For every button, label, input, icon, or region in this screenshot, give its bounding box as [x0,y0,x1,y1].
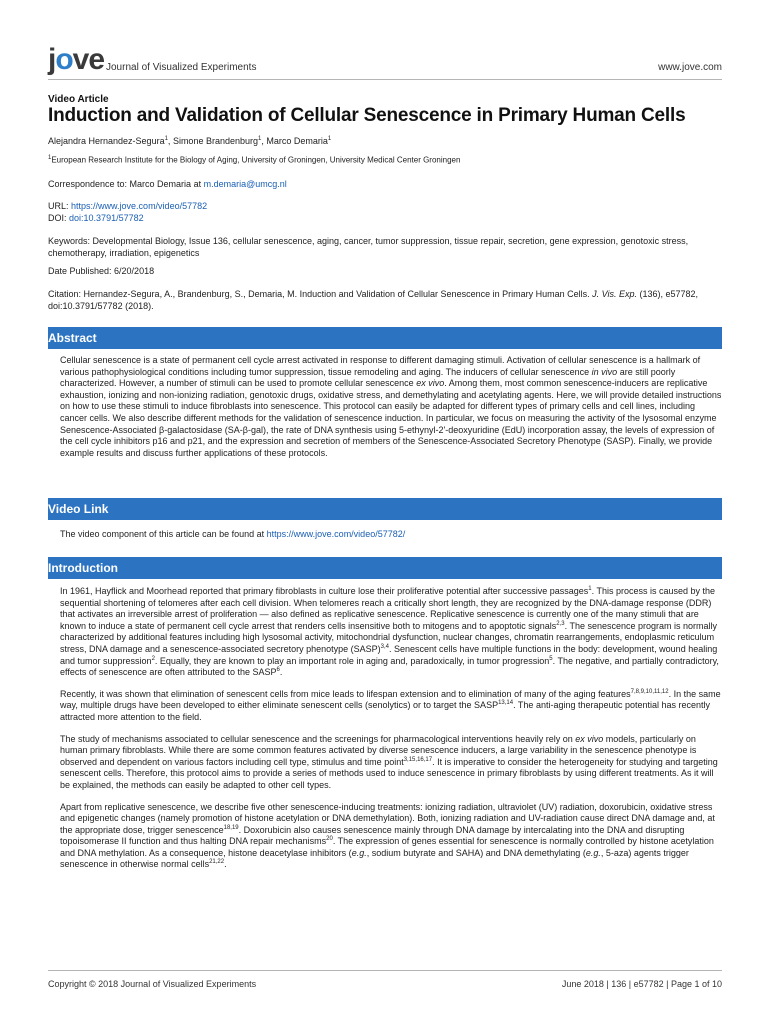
reference-sup[interactable]: 1 [588,586,592,592]
video-link-text: The video component of this article can be found at [60,529,265,539]
italic-text: e.g. [351,847,367,858]
text-run: . The expression of genes essential for senescence is normally controlled by histone acetylation and DNA methylation. As a consequence, histone deacetylase inhibitors ( [60,836,714,858]
copyright: Copyright © 2018 Journal of Visualized Experiments [48,979,257,989]
text-run: . Senescent cells have multiple functions in the body: development, wound healing and tumor suppression [60,643,718,666]
article-title: Induction and Validation of Cellular Senescence in Primary Human Cells [48,105,686,126]
text-run: . This process is caused by the sequential shortening of telomeres after each cell division. When telomeres reach a critically short length, they are recognized by the DNA-damage response (DDR) that activates an irreversible arrest of proliferation — also defined as replicative senescence. Replicative senescence is currently one of the many stimuli that are known to induce a state of permanent cell cycle arrest that renders cells insensitive both to mitogens and to apoptotic signals [60,586,716,631]
reference-sup[interactable]: 3,4 [380,643,390,650]
italic-text: ex vivo [575,733,604,744]
email-link[interactable]: m.demaria@umcg.nl [203,179,287,189]
doi-label: DOI: [48,213,67,223]
correspondence [48,179,287,191]
reference-sup[interactable]: 5 [549,655,553,662]
text-run: . Equally, they are known to play an important role in aging and, paradoxically, in tumor progression [154,655,550,666]
aff-marker: 1 [48,155,52,161]
abstract-header [48,327,722,349]
text-run: In 1961, Hayflick and Moorhead reported that primary fibroblasts in culture lose their proliferative potential after successive passages [60,586,589,596]
aff-marker: 1 [164,136,168,142]
reference-sup[interactable]: 2,3 [556,620,565,627]
abstract-text: are still poorly characterized. However, a number of stimuli can be used to promote cellular senescence [60,366,676,389]
text-run: . [224,859,227,870]
abstract-text: Cellular senescence is a state of permanent cell cycle arrest activated in response to different damaging stimuli. Activation of cellular senescence is a hallmark of various pathophysiological conditions including tumor suppression, tissue remodeling and aging. The inducers of cellular senescence [60,355,701,377]
keywords: Keywords: Developmental Biology, Issue 136, cellular senescence, aging, cancer, tumor suppression, tissue repair, secretion, gene expression, genotoxic stress, chemotherapy, irradiation, epigenetics [48,236,689,258]
affiliation [48,153,460,166]
logo-o-icon: o [55,43,73,76]
date-published: Date Published: 6/20/2018 [48,266,155,276]
abstract-body [60,355,722,469]
text-run: . It is imperative to consider the heterogeneity for studying and targeting senescent cells. Therefore, this protocol aims to provide a series of methods used to induce senescence in primary fibroblasts by using different treatments. As it will be explained, the methods can easily be adapted to other cell types. [60,756,718,790]
journal-header [48,45,722,80]
text-run: . The negative, and partially contradictory, effects of senescence are often attributed to the SASP [60,655,719,678]
video-link-header [48,498,722,520]
abstract-italic: ex vivo [416,378,445,389]
reference-sup[interactable]: 3,15,16,17 [403,756,433,763]
citation-journal: J. Vis. Exp. [592,289,637,299]
article-url-link[interactable]: https://www.jove.com/video/57782 [71,201,208,211]
introduction-body [60,586,722,881]
section-title: Abstract [48,331,97,345]
site-link[interactable]: www.jove.com [658,62,722,73]
jove-logo[interactable]: jove [48,43,105,76]
page-info: June 2018 | 136 | e57782 | Page 1 of 10 [561,979,722,989]
citation-suffix: (136), e57782, doi:10.3791/57782 (2018). [48,289,699,311]
reference-sup[interactable]: 2 [151,655,155,662]
citation [48,289,722,312]
article-type: Video Article [48,94,109,105]
url-line [48,201,207,213]
section-title: Video Link [48,502,109,516]
italic-text: e.g. [585,847,601,858]
author-name: Simone Brandenburg [172,136,258,146]
reference-sup[interactable]: 7,8,9,10,11,12 [630,688,669,695]
affiliation-text: European Research Institute for the Biology of Aging, University of Groningen, University Medical Center Groningen [51,155,461,165]
reference-sup[interactable]: 6 [276,667,280,674]
text-run: . In the same way, multiple drugs have been developed to either eliminate senescent cells (senolytics) or to target the SASP [60,688,721,711]
reference-sup[interactable]: 20 [326,836,333,843]
text-run: The study of mechanisms associated to cellular senescence and the screenings for pharmacological interventions heavily rely on [60,733,576,744]
text-run: . Doxorubicin also causes senescence mainly through DNA damage by intercalating into the DNA and disrupting topoisomerase II function and thus halting DNA repair mechanisms [60,824,685,847]
author-name: Alejandra Hernandez-Segura [48,136,165,146]
text-run: . The anti-aging therapeutic potential has recently attracted more attention to the field. [60,700,711,722]
reference-sup[interactable]: 13,14 [498,700,514,707]
text-run: . [279,667,283,678]
authors: Alejandra Hernandez-Segura$^1$, Simone Brandenburg$^1$, Marco Demaria$^1$ [48,136,332,146]
video-url-link[interactable]: https://www.jove.com/video/57782/ [266,529,406,539]
section-title: Introduction [48,561,118,575]
abstract-text: . Among them, most common senescence-inducers are replicative exhaustion, ionizing and non-ionizing radiation, genotoxic drugs, oxidative stress, and demethylating and acetylating agents. Here, we will provide detailed instructions on how to use these stimuli to induce fibroblasts into senescence. This protocol can easily be adapted for different types of primary cells and cell lines, including cancer cells. We also describe different methods for the validation of senescence induction. In particular, we focus on measuring the activity of the lysosomal enzyme Senescence-Associated β-galactosidase (SA-β-gal), the rate of DNA synthesis using 5-ethynyl-2'-deoxyuridine (EdU) incorporation assay, the levels of expression of the cell cycle inhibitors p16 and p21, and the expression and secretion of members of the Senescence-Associated Secretory Phenotype (SASP). Finally, we provide example results and discuss further applications of these protocols. [60,378,722,458]
reference-sup[interactable]: 18,19 [223,824,239,831]
doi-link[interactable]: doi:10.3791/57782 [69,213,144,223]
doi-line [48,213,144,225]
text-run: , sodium butyrate and SAHA) and DNA demethylating ( [366,847,586,858]
intro-paragraph-1 [60,586,722,679]
url-label: URL: [48,201,69,211]
aff-marker: 1 [327,136,332,142]
correspondence-label: Correspondence to: Marco Demaria at [48,179,202,189]
introduction-header [48,557,722,579]
video-link-body [60,529,722,541]
intro-paragraph-2 [60,689,722,724]
aff-marker: 1 [258,136,262,142]
text-run: . The senescence program is normally characterized by additional features including high lysosomal activity, mitochondrial dysfunction, nuclear changes, chromatin rearrangements, endoplasmic reticulum stress, DNA damage and a senescence-associated secretory phenotype (SASP) [60,620,718,654]
page-footer [48,970,722,989]
journal-name: Journal of Visualized Experiments [106,62,257,73]
author-name: Marco Demaria [266,136,328,146]
reference-sup[interactable]: 21,22 [209,859,225,866]
text-run: Apart from replicative senescence, we describe five other senescence-inducing treatments: ionizing radiation, ultraviolet (UV) radiation, doxorubicin, oxidative stress and epigenetic changes (namely promotion of histone acetylation or DNA demethylation). Both, ionizing radiation and UV-radiation cause direct DNA damage and, at the appropriate dose, trigger senescence [60,801,715,835]
text-run: , 5-aza) agents trigger senescence in otherwise normal cells [60,847,689,870]
citation-text: Citation: Hernandez-Segura, A., Brandenburg, S., Demaria, M. Induction and Validation of Cellular Senescence in Primary Human Cells. [48,289,590,299]
intro-paragraph-3 [60,734,722,792]
abstract-italic: in vivo [591,366,618,377]
intro-paragraph-4 [60,802,722,872]
text-run: models, particularly on human primary fibroblasts. While there are some common features activated by diverse senescence inducers, a large variability in the senescence phenotype is observed and dependent on various factors including cell type, stimulus and time point [60,733,697,767]
text-run: Recently, it was shown that elimination of senescent cells from mice leads to lifespan extension and to elimination of many of the aging features [60,688,631,699]
